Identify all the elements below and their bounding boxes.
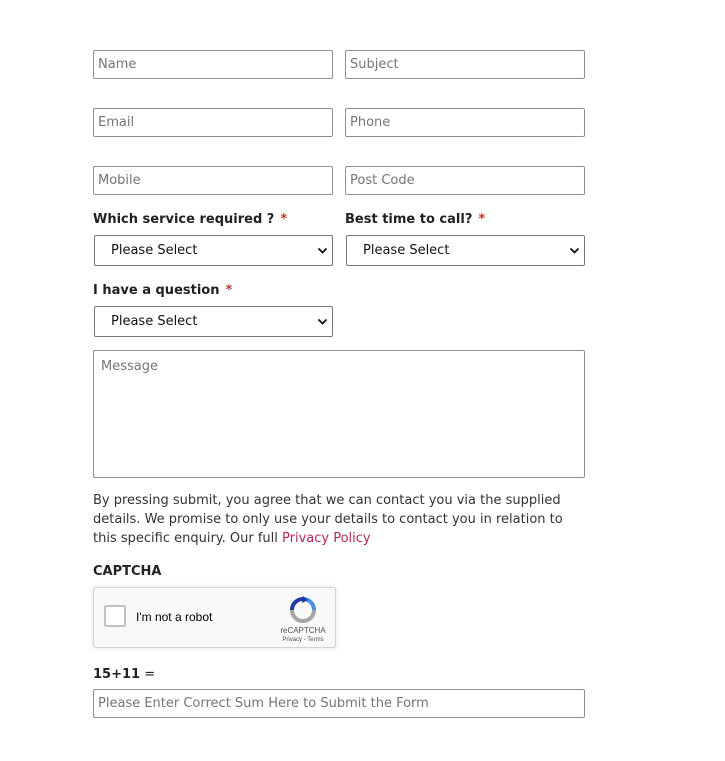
- recaptcha-links[interactable]: Privacy - Terms: [282, 637, 324, 643]
- phone-input[interactable]: [345, 108, 585, 137]
- service-label: [93, 212, 287, 227]
- privacy-policy-link[interactable]: Privacy Policy: [282, 531, 371, 546]
- service-select[interactable]: [94, 235, 333, 266]
- chevron-down-icon: [317, 316, 328, 327]
- besttime-label: [345, 212, 485, 227]
- besttime-select[interactable]: [346, 235, 585, 266]
- recaptcha-brand: reCAPTCHA: [280, 626, 326, 635]
- service-select-value: Please Select: [111, 243, 198, 258]
- email-input[interactable]: [93, 108, 333, 137]
- recaptcha-label: I'm not a robot: [136, 610, 213, 624]
- name-input[interactable]: [93, 50, 333, 79]
- subject-input[interactable]: [345, 50, 585, 79]
- service-label-text: Which service required ?: [93, 212, 275, 227]
- chevron-down-icon: [317, 245, 328, 256]
- required-marker: *: [280, 212, 288, 227]
- message-textarea[interactable]: [93, 350, 585, 478]
- privacy-notice: [93, 491, 585, 548]
- besttime-label-text: Best time to call?: [345, 212, 473, 227]
- chevron-down-icon: [569, 245, 580, 256]
- sum-question: [93, 667, 155, 682]
- recaptcha-widget: [93, 587, 336, 648]
- required-marker: *: [478, 212, 486, 227]
- sum-equals: =: [144, 667, 156, 682]
- sum-expression: 15+11: [93, 667, 141, 682]
- required-marker: *: [225, 283, 233, 298]
- question-select-value: Please Select: [111, 314, 198, 329]
- recaptcha-checkbox[interactable]: [104, 605, 126, 627]
- recaptcha-logo-icon: [289, 596, 317, 624]
- postcode-input[interactable]: [345, 166, 585, 195]
- captcha-heading: CAPTCHA: [93, 564, 162, 579]
- besttime-select-value: Please Select: [363, 243, 450, 258]
- question-select[interactable]: [94, 306, 333, 337]
- question-label-text: I have a question: [93, 283, 220, 298]
- mobile-input[interactable]: [93, 166, 333, 195]
- privacy-notice-text: By pressing submit, you agree that we can contact you via the supplied details. We promise to only use your details to contact you in relation to this specific enquiry. Our full: [93, 493, 563, 546]
- question-label: [93, 283, 232, 298]
- sum-answer-input[interactable]: [93, 689, 585, 718]
